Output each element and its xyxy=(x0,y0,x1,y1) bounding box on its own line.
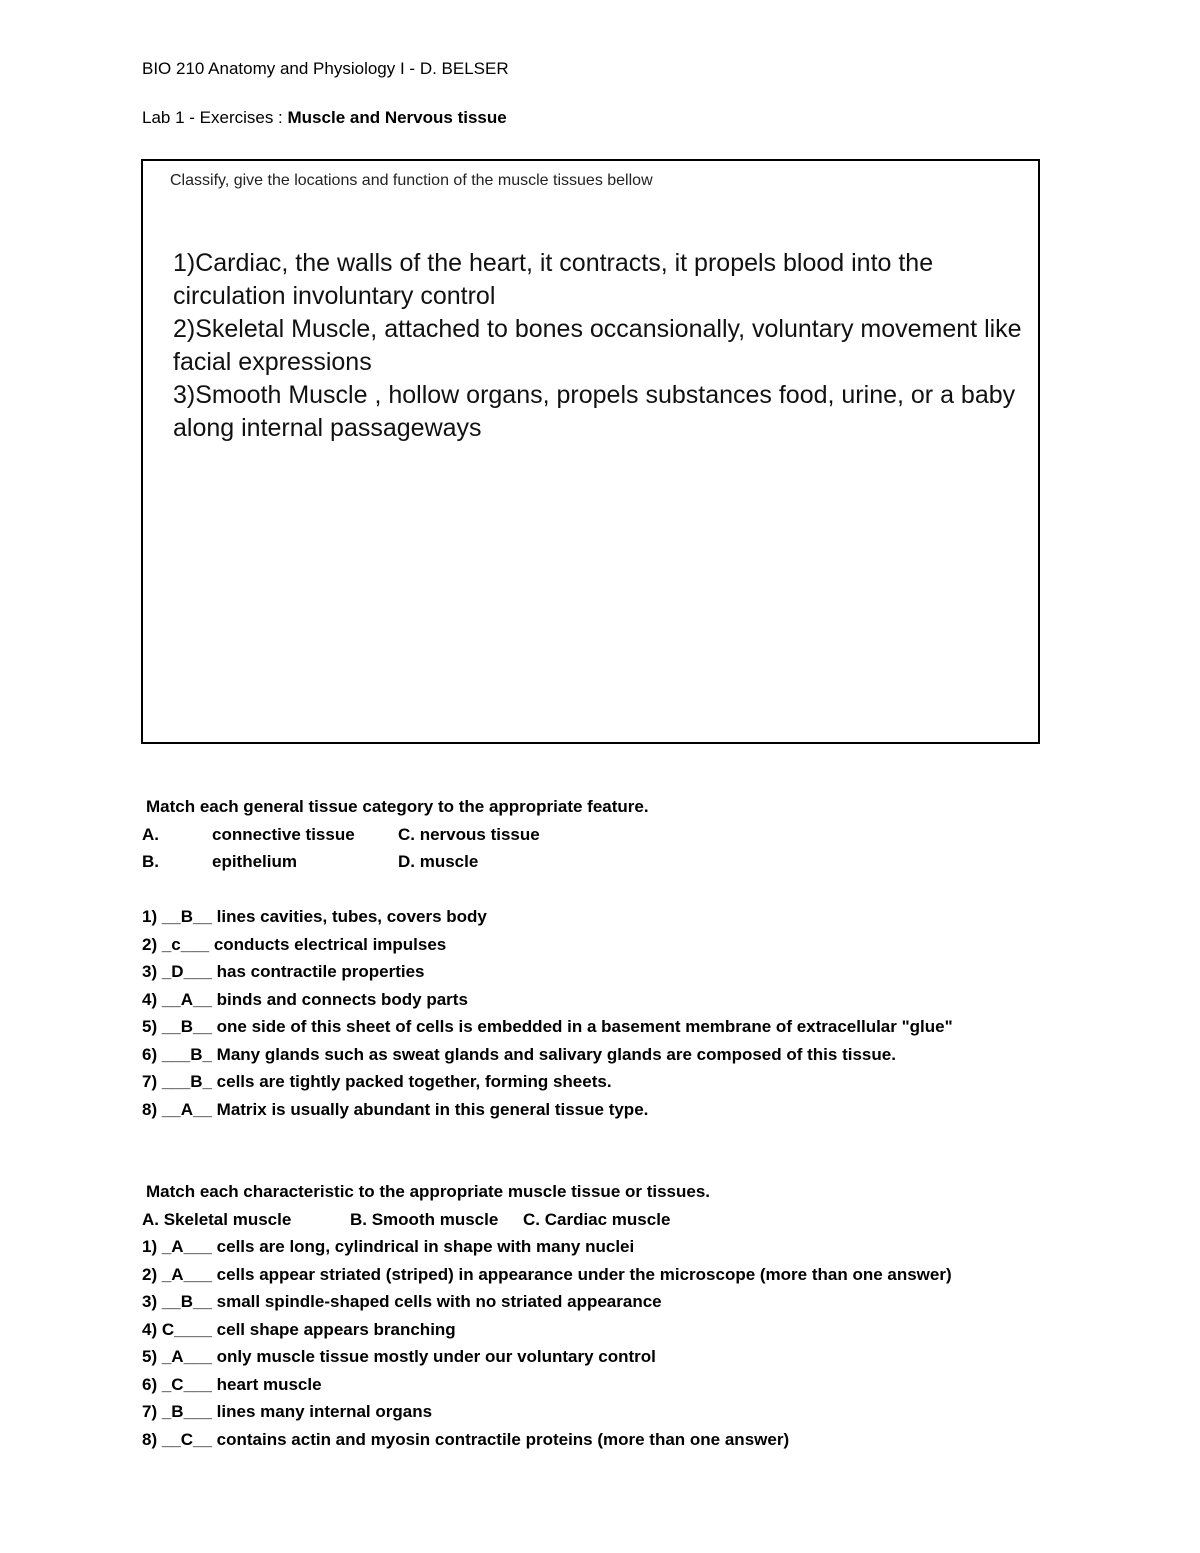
s1-item-2: 2) _c___ conducts electrical impulses xyxy=(142,935,447,954)
muscle-option-c: C. Cardiac muscle xyxy=(523,1210,671,1229)
s2-item-3: 3) __B__ small spindle-shaped cells with no striated appearance xyxy=(142,1292,662,1311)
option-d: D. muscle xyxy=(398,852,479,871)
box-answer-smooth: 3)Smooth Muscle , hollow organs, propels substances food, urine, or a baby along internal passageways xyxy=(173,381,1016,442)
box-answer-cardiac: 1)Cardiac, the walls of the heart, it contracts, it propels blood into the circulation involuntary control xyxy=(173,249,934,310)
s1-item-5: 5) __B__ one side of this sheet of cells is embedded in a basement membrane of extracellular "glue" xyxy=(142,1017,953,1036)
s2-item-6: 6) _C___ heart muscle xyxy=(142,1375,322,1394)
lab-title xyxy=(142,108,507,128)
s1-item-7: 7) ___B_ cells are tightly packed together, forming sheets. xyxy=(142,1072,612,1091)
s2-item-1: 1) _A___ cells are long, cylindrical in shape with many nuclei xyxy=(142,1237,635,1256)
s1-item-1: 1) __B__ lines cavities, tubes, covers body xyxy=(142,907,487,926)
s2-item-8: 8) __C__ contains actin and myosin contractile proteins (more than one answer) xyxy=(142,1430,790,1449)
section1-title: Match each general tissue category to the appropriate feature. xyxy=(146,797,649,816)
option-b-letter: B. xyxy=(142,852,159,871)
s1-item-4: 4) __A__ binds and connects body parts xyxy=(142,990,468,1009)
s1-item-8: 8) __A__ Matrix is usually abundant in this general tissue type. xyxy=(142,1100,649,1119)
section2-title: Match each characteristic to the appropriate muscle tissue or tissues. xyxy=(146,1182,711,1201)
s2-item-7: 7) _B___ lines many internal organs xyxy=(142,1402,433,1421)
box-answer-skeletal: 2)Skeletal Muscle, attached to bones occansionally, voluntary movement like facial expressions xyxy=(173,315,1022,376)
lab-title-topic: Muscle and Nervous tissue xyxy=(287,108,507,127)
s1-item-6: 6) ___B_ Many glands such as sweat glands and salivary glands are composed of this tissue. xyxy=(142,1045,896,1064)
s1-item-3: 3) _D___ has contractile properties xyxy=(142,962,425,981)
option-a-text: connective tissue xyxy=(212,825,355,844)
option-a-letter: A. xyxy=(142,825,159,844)
option-b-text: epithelium xyxy=(212,852,298,871)
box-answers xyxy=(173,247,1023,445)
s2-item-5: 5) _A___ only muscle tissue mostly under our voluntary control xyxy=(142,1347,656,1366)
muscle-option-a: A. Skeletal muscle xyxy=(142,1210,292,1229)
s2-item-2: 2) _A___ cells appear striated (striped) in appearance under the microscope (more than one answer) xyxy=(142,1265,952,1284)
answer-box xyxy=(141,159,1040,744)
muscle-option-b: B. Smooth muscle xyxy=(350,1210,499,1229)
box-prompt: Classify, give the locations and function of the muscle tissues bellow xyxy=(170,172,653,189)
s2-item-4: 4) C____ cell shape appears branching xyxy=(142,1320,456,1339)
lab-title-prefix: Lab 1 - Exercises : xyxy=(142,108,288,127)
option-c: C. nervous tissue xyxy=(398,825,540,844)
course-header: BIO 210 Anatomy and Physiology I - D. BELSER xyxy=(142,59,509,78)
